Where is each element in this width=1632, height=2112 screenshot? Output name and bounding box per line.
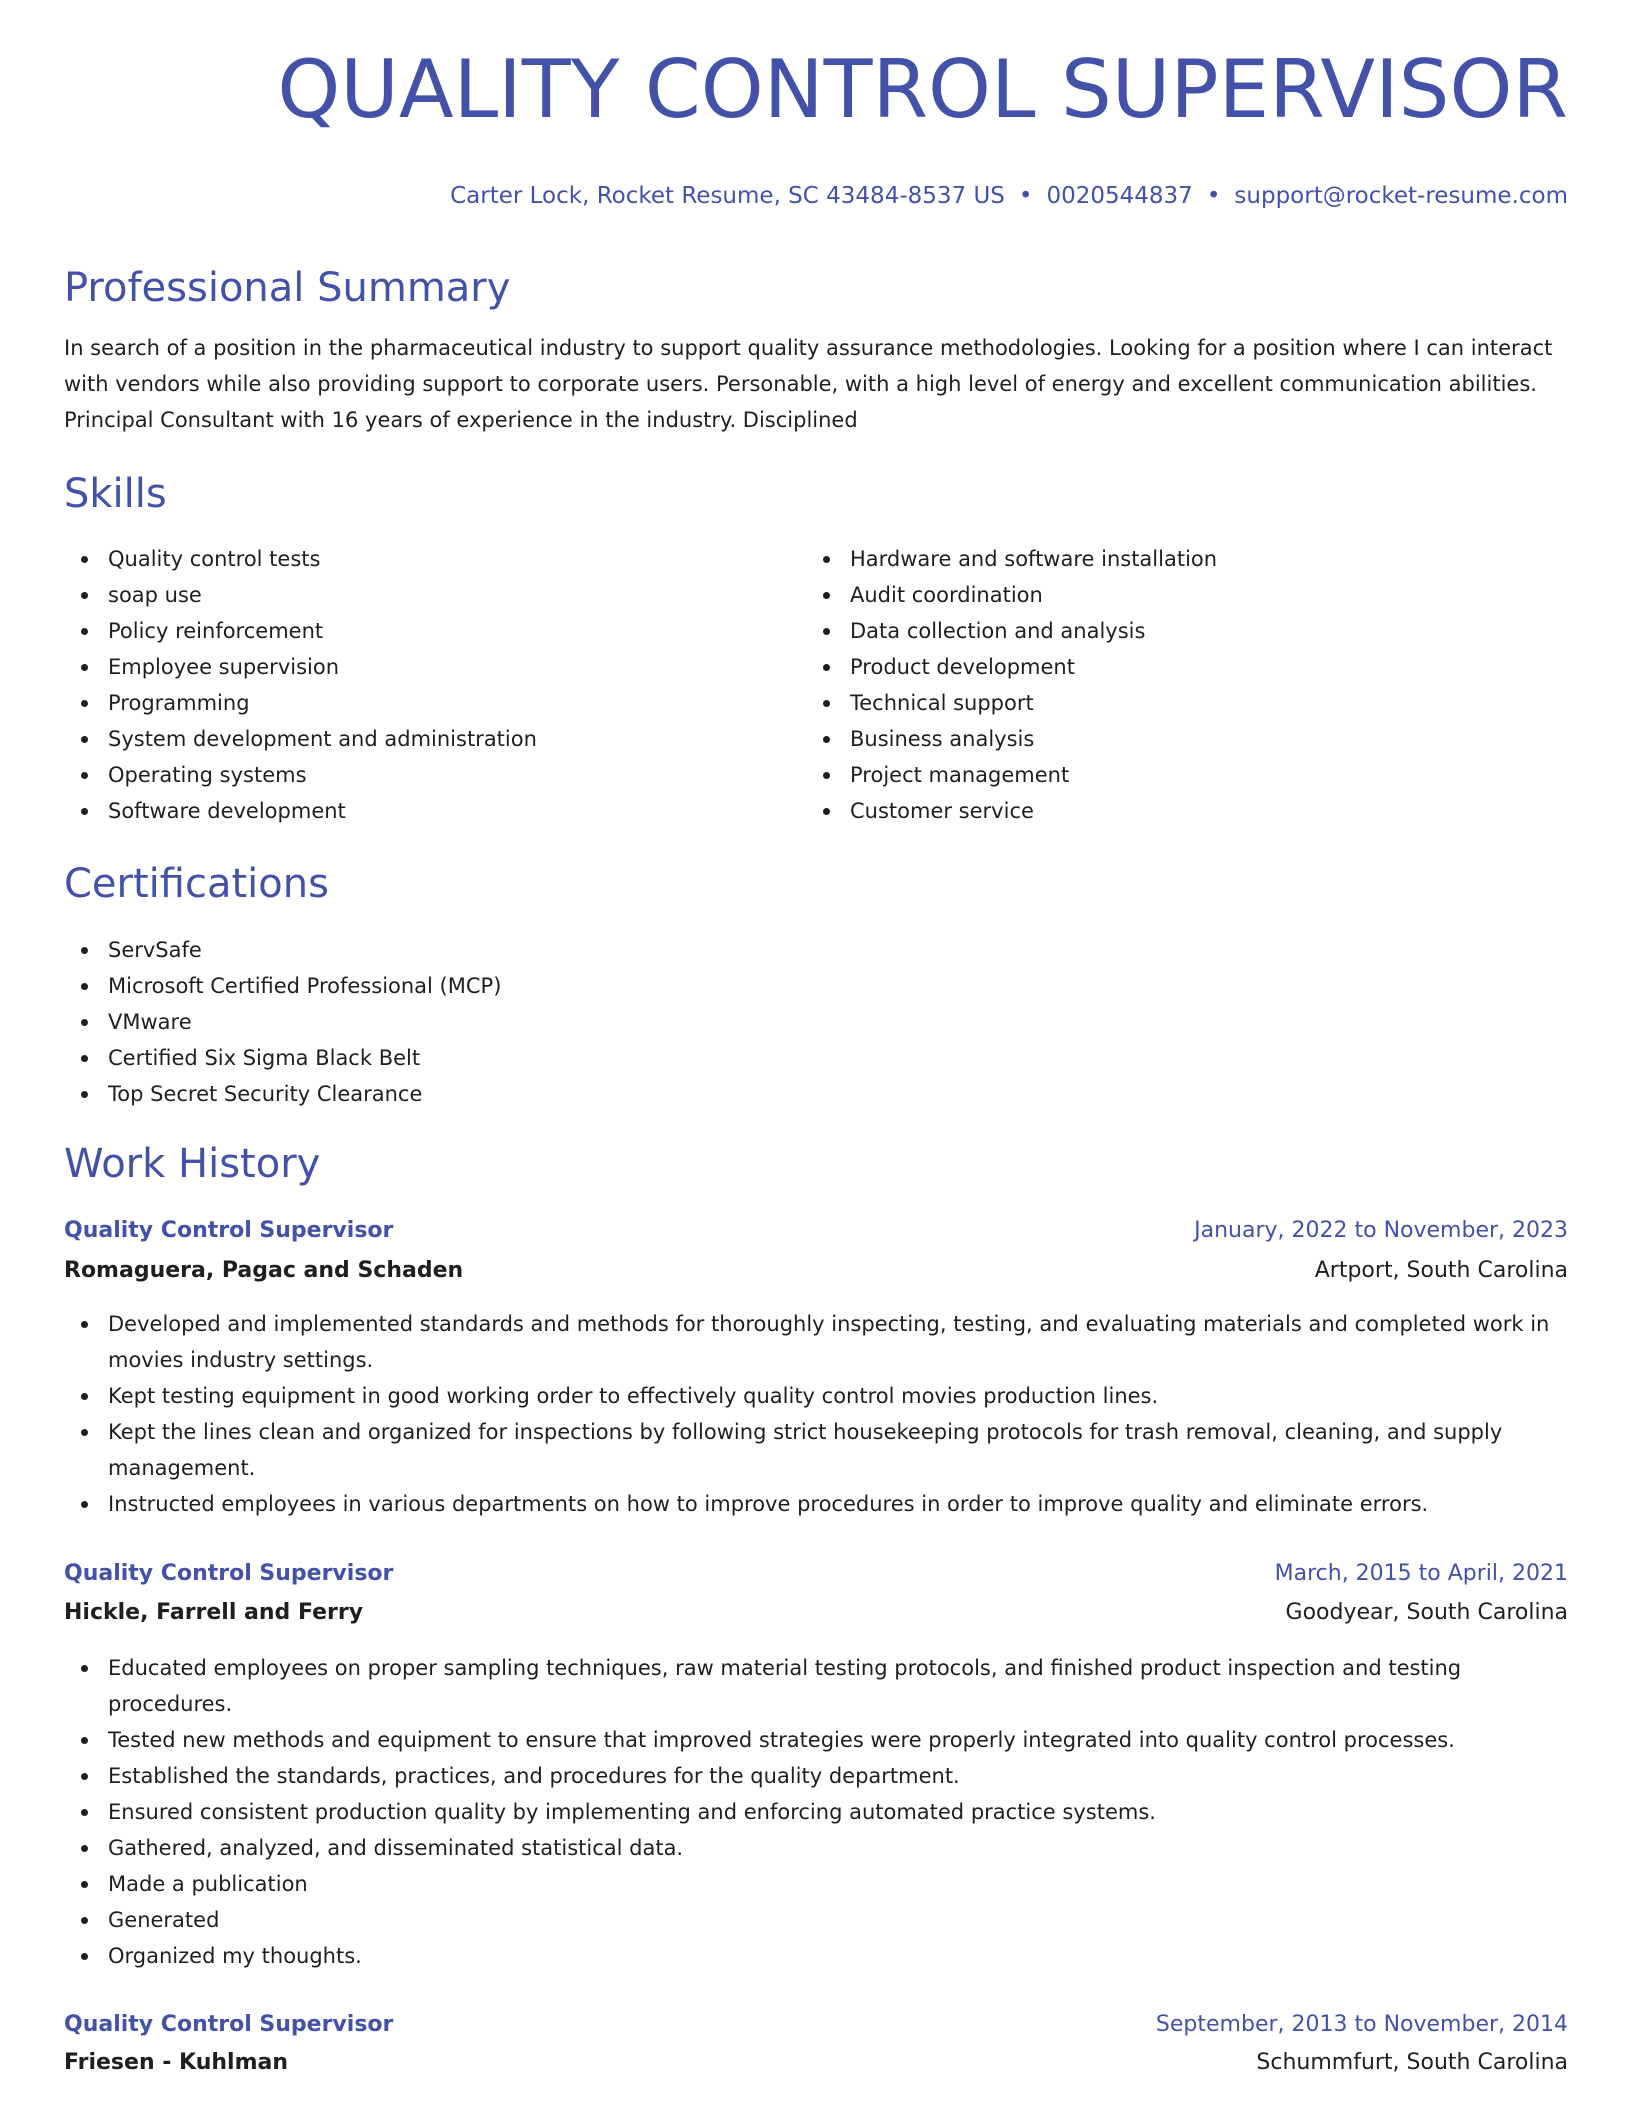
skill-item: Policy reinforcement	[64, 613, 764, 649]
skills-heading: Skills	[64, 471, 167, 517]
job-subheader	[64, 1254, 1568, 1288]
skill-item: Employee supervision	[64, 649, 764, 685]
skills-list-left	[64, 541, 764, 829]
contact-address: Carter Lock, Rocket Resume, SC 43484-8537 US	[450, 183, 1005, 209]
job-bullet: Instructed employees in various departments on how to improve procedures in order to improve quality and eliminate errors.	[64, 1486, 1568, 1522]
job-location: Schummfurt, South Carolina	[1256, 2050, 1568, 2075]
job-header	[64, 2008, 1568, 2042]
job-employer: Friesen - Kuhlman	[64, 2050, 289, 2075]
job-employer: Hickle, Farrell and Ferry	[64, 1600, 364, 1625]
job-bullet: Organized my thoughts.	[64, 1938, 1568, 1974]
job-bullet: Ensured consistent production quality by implementing and enforcing automated practice systems.	[64, 1794, 1568, 1830]
job-bullet: Generated	[64, 1902, 1568, 1938]
skill-item: Business analysis	[806, 721, 1506, 757]
summary-text: In search of a position in the pharmaceutical industry to support quality assurance methodologies. Looking for a position where I can interact with vendors while also providing support to corporate users. Personable, with a high level of energy and excellent communication abilities. Principal Consultant with 16 years of experience in the industry. Disciplined	[64, 336, 1553, 432]
job-bullets	[64, 1650, 1568, 1974]
job-bullet: Educated employees on proper sampling techniques, raw material testing protocols, and finished product inspection and testing procedures.	[64, 1650, 1568, 1722]
job-location: Goodyear, South Carolina	[1285, 1600, 1568, 1625]
certification-item: Top Secret Security Clearance	[64, 1076, 1064, 1112]
certification-item: Microsoft Certified Professional (MCP)	[64, 968, 1064, 1004]
job-subheader	[64, 2046, 1568, 2080]
certifications-heading: Certifications	[64, 861, 329, 907]
job-header	[64, 1557, 1568, 1591]
contact-separator: •	[1206, 183, 1221, 209]
job-bullets	[64, 1306, 1568, 1522]
job-dates: March, 2015 to April, 2021	[1274, 1561, 1568, 1586]
job-subheader	[64, 1596, 1568, 1630]
certifications-list	[64, 932, 1064, 1112]
job-bullet: Developed and implemented standards and methods for thoroughly inspecting, testing, and evaluating materials and completed work in movies industry settings.	[64, 1306, 1568, 1378]
contact-email: support@rocket-resume.com	[1234, 183, 1568, 209]
job-location: Artport, South Carolina	[1314, 1258, 1568, 1283]
contact-separator: •	[1018, 183, 1033, 209]
job-role: Quality Control Supervisor	[64, 1561, 394, 1586]
job-bullet: Kept testing equipment in good working order to effectively quality control movies production lines.	[64, 1378, 1568, 1414]
skill-item: System development and administration	[64, 721, 764, 757]
job-dates: January, 2022 to November, 2023	[1194, 1218, 1568, 1243]
certification-item: ServSafe	[64, 932, 1064, 968]
work-history-heading: Work History	[64, 1141, 321, 1187]
job-bullet: Gathered, analyzed, and disseminated statistical data.	[64, 1830, 1568, 1866]
skill-item: Software development	[64, 793, 764, 829]
certification-item: Certified Six Sigma Black Belt	[64, 1040, 1064, 1076]
job-bullet: Kept the lines clean and organized for inspections by following strict housekeeping protocols for trash removal, cleaning, and supply management.	[64, 1414, 1568, 1486]
skill-item: soap use	[64, 577, 764, 613]
skill-item: Technical support	[806, 685, 1506, 721]
skill-item: Project management	[806, 757, 1506, 793]
skill-item: Audit coordination	[806, 577, 1506, 613]
contact-line	[450, 181, 1568, 211]
job-role: Quality Control Supervisor	[64, 1218, 394, 1243]
resume-title: QUALITY CONTROL SUPERVISOR	[277, 43, 1568, 136]
skill-item: Operating systems	[64, 757, 764, 793]
skill-item: Data collection and analysis	[806, 613, 1506, 649]
job-bullet: Made a publication	[64, 1866, 1568, 1902]
skill-item: Quality control tests	[64, 541, 764, 577]
summary-heading: Professional Summary	[64, 265, 511, 311]
certification-item: VMware	[64, 1004, 1064, 1040]
skill-item: Programming	[64, 685, 764, 721]
skill-item: Hardware and software installation	[806, 541, 1506, 577]
job-header	[64, 1214, 1568, 1248]
job-employer: Romaguera, Pagac and Schaden	[64, 1258, 464, 1283]
skill-item: Product development	[806, 649, 1506, 685]
job-role: Quality Control Supervisor	[64, 2012, 394, 2037]
skills-list-right	[806, 541, 1506, 829]
job-bullet: Tested new methods and equipment to ensure that improved strategies were properly integrated into quality control processes.	[64, 1722, 1568, 1758]
job-bullet: Established the standards, practices, and procedures for the quality department.	[64, 1758, 1568, 1794]
skill-item: Customer service	[806, 793, 1506, 829]
contact-phone: 0020544837	[1046, 183, 1193, 209]
job-dates: September, 2013 to November, 2014	[1155, 2012, 1568, 2037]
